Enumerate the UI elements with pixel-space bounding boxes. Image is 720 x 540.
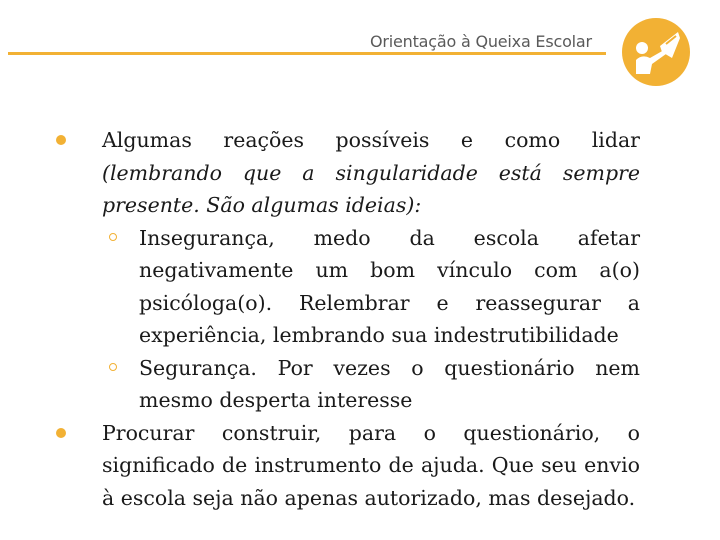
sub-bullet-item (102, 352, 640, 417)
slide-content (52, 124, 640, 514)
sub-bullet-text-line: mesmo desperta interesse (139, 388, 413, 412)
header-divider (8, 52, 606, 55)
sub-bullet-text-line: experiência, lembrando sua indestrutibilidade (139, 323, 619, 347)
sub-bullet-ring (109, 233, 117, 241)
bullet-item (52, 417, 640, 515)
bullet-dot (56, 135, 66, 145)
sub-bullet-ring (109, 363, 117, 371)
bullet-text-line: presente. São algumas ideias): (102, 193, 422, 217)
sub-bullet-text-line: Segurança. Por vezes o questionário nem (139, 355, 640, 380)
bullet-text-line: significado de instrumento de ajuda. Que seu envio (102, 453, 640, 477)
bullet-text-line: Algumas reações possíveis e como lidar (102, 128, 640, 152)
bullet-dot (56, 428, 66, 438)
sub-bullet-text-line: psicóloga(o). Relembrar e reassegurar a (139, 290, 640, 315)
bullet-text-line: Procurar construir, para o questionário, o (102, 420, 640, 445)
bullet-item (52, 124, 640, 417)
person-reading-icon (620, 16, 692, 88)
sub-bullet-item (102, 222, 640, 352)
bullet-text-line: (lembrando que a singularidade está sempre (102, 160, 640, 185)
header-title: Orientação à Queixa Escolar (370, 32, 592, 51)
bullet-text-line: à escola seja não apenas autorizado, mas desejado. (102, 485, 636, 510)
sub-bullet-text-line: Insegurança, medo da escola afetar (139, 225, 640, 250)
sub-bullet-text-line: negativamente um bom vínculo com a(o) (139, 258, 640, 282)
